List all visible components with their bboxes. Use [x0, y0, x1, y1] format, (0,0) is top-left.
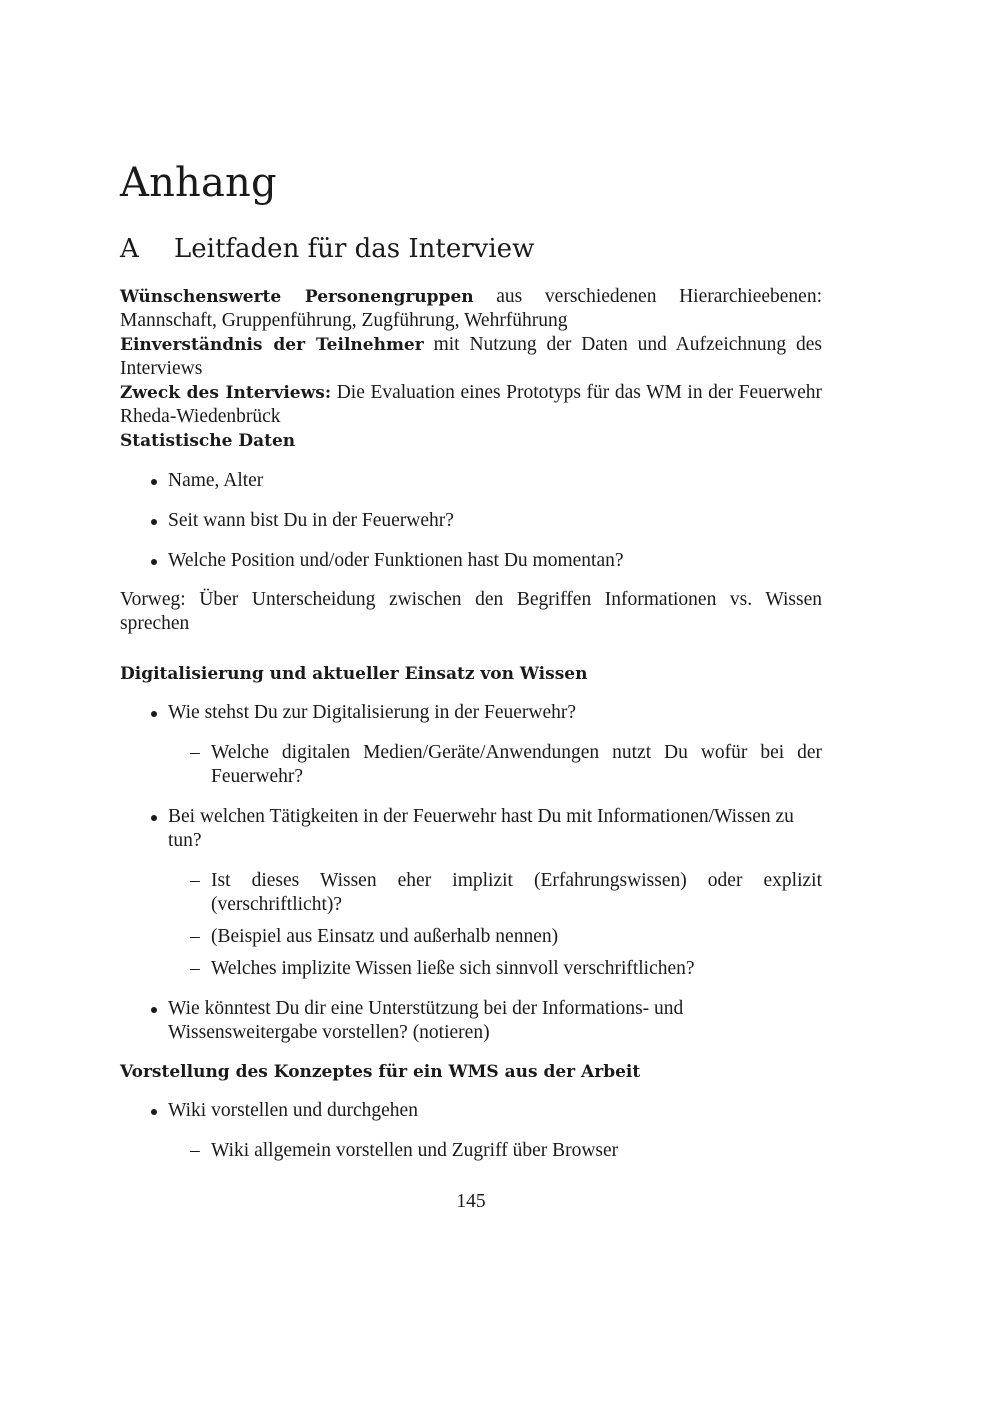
question-text: Bei welchen Tätigkeiten in der Feuerwehr hast Du mit Informationen/Wissen zu tun? — [168, 806, 794, 851]
sub-list-item: – (Beispiel aus Einsatz und außerhalb nennen) — [168, 925, 822, 949]
groups-label: Wünschenswerte Personengruppen — [120, 287, 474, 307]
preface-paragraph: Vorweg: Über Unterscheidung zwischen den Begriffen Informationen vs. Wissen sprechen — [120, 589, 822, 634]
sub-list-item: – Wiki allgemein vorstellen und Zugriff über Browser — [168, 1139, 822, 1163]
question-text: Wiki vorstellen und durchgehen — [168, 1100, 418, 1121]
section-heading — [120, 234, 534, 264]
digitalisierung-list — [120, 701, 822, 1045]
section-title: Leitfaden für das Interview — [174, 234, 535, 264]
sub-list-item: – Ist dieses Wissen eher implizit (Erfahrungswissen) oder explizit (verschriftlicht)? — [168, 869, 822, 917]
konzept-list — [120, 1099, 822, 1163]
list-item: Seit wann bist Du in der Feuerwehr? — [120, 509, 822, 533]
page-title: Anhang — [120, 160, 277, 206]
sub-list-item: – Welches implizite Wissen ließe sich sinnvoll verschriftlichen? — [168, 957, 822, 981]
stats-list — [120, 469, 822, 573]
consent-text: mit Nutzung der Daten und Aufzeichnung des Interviews — [120, 334, 822, 379]
konzept-heading: Vorstellung des Konzeptes für ein WMS aus der Arbeit — [120, 1062, 641, 1082]
sub-list — [168, 869, 822, 981]
groups-text: aus verschiedenen Hierarchieebenen: Mannschaft, Gruppenführung, Zugführung, Wehrführung — [120, 286, 823, 331]
document-page — [120, 0, 822, 1414]
digitalisierung-heading: Digitalisierung und aktueller Einsatz von Wissen — [120, 664, 588, 684]
list-item: Name, Alter — [120, 469, 822, 493]
list-item: Welche Position und/oder Funktionen hast Du momentan? — [120, 549, 822, 573]
purpose-paragraph — [120, 381, 822, 429]
stats-label: Statistische Daten — [120, 431, 296, 451]
consent-paragraph — [120, 333, 822, 381]
question-text: Wie stehst Du zur Digitalisierung in der Feuerwehr? — [168, 702, 577, 723]
purpose-text: Die Evaluation eines Prototyps für das WM in der Feuerwehr Rheda-Wiedenbrück — [120, 382, 823, 427]
groups-paragraph — [120, 285, 822, 333]
sub-list — [168, 1139, 822, 1163]
list-item — [120, 701, 822, 789]
sub-list-item: – Welche digitalen Medien/Geräte/Anwendungen nutzt Du wofür bei der Feuerwehr? — [168, 741, 822, 789]
list-item — [120, 805, 822, 981]
document-body — [120, 285, 822, 1163]
sub-list — [168, 741, 822, 789]
list-item — [120, 1099, 822, 1163]
consent-label: Einverständnis der Teilnehmer — [120, 335, 424, 355]
stats-heading — [120, 429, 822, 453]
section-number: A — [120, 234, 139, 264]
purpose-label: Zweck des Interviews: — [120, 383, 332, 403]
page-number: 145 — [456, 1191, 486, 1212]
list-item: Wie könntest Du dir eine Unterstützung bei der Informations- und Wissensweitergabe vorstellen? (notieren) — [120, 997, 822, 1045]
